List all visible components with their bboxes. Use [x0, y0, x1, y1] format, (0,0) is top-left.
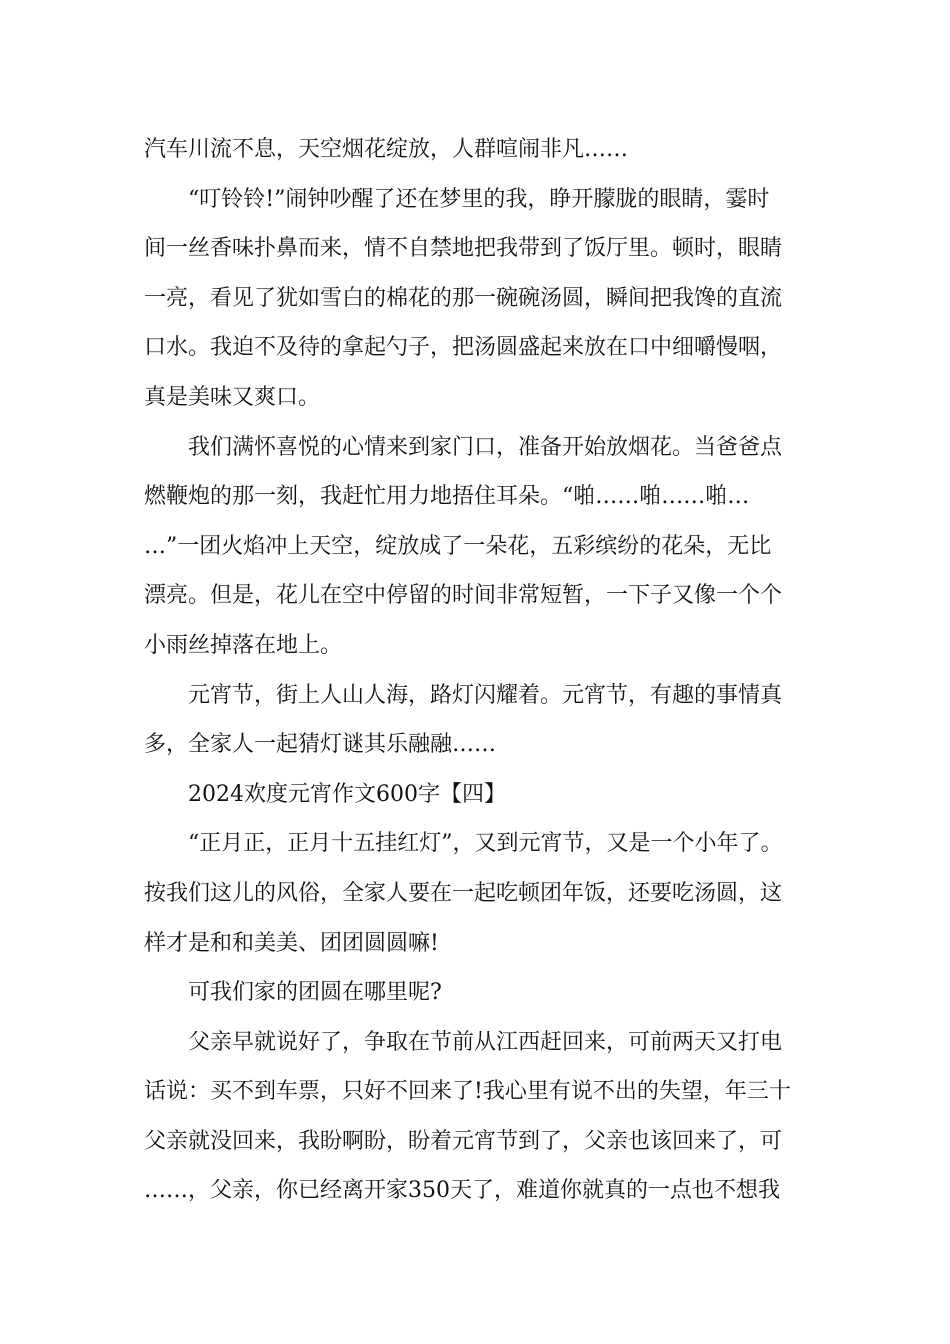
text-line-3: 间一丝香味扑鼻而来，情不自禁地把我带到了饭厅里。顿时，眼睛: [144, 236, 783, 262]
text-line-7: 我们满怀喜悦的心情来到家门口，准备开始放烟花。当爸爸点: [188, 434, 783, 460]
text-line-20: 话说：买不到车票，只好不回来了!我心里有说不出的失望，年三十: [144, 1079, 791, 1105]
text-line-1: 汽车川流不息，天空烟花绽放，人群喧闹非凡……: [144, 137, 629, 162]
text-line-22: ……，父亲，你已经离开家350天了，难道你就真的一点也不想我: [144, 1178, 780, 1204]
text-line-21: 父亲就没回来，我盼啊盼，盼着元宵节到了，父亲也该回来了，可: [144, 1128, 783, 1154]
text-line-4: 一亮，看见了犹如雪白的棉花的那一碗碗汤圆，瞬间把我馋的直流: [144, 285, 783, 311]
text-line-15: “正月正，正月十五挂红灯”，又到元宵节，又是一个小年了。: [188, 831, 783, 857]
section-heading: 2024欢度元宵作文600字【四】: [188, 781, 506, 807]
text-line-16: 按我们这儿的风俗，全家人要在一起吃顿团年饭，还要吃汤圆，这: [144, 880, 783, 906]
text-line-6: 真是美味又爽口。: [144, 384, 321, 410]
text-line-5: 口水。我迫不及待的拿起勺子，把汤圆盛起来放在口中细嚼慢咽，: [144, 335, 783, 361]
text-line-9: …”一团火焰冲上天空，绽放成了一朵花，五彩缤纷的花朵，无比: [144, 533, 772, 559]
text-line-18: 可我们家的团圆在哪里呢?: [188, 980, 442, 1006]
text-line-11: 小雨丝掉落在地上。: [144, 632, 343, 658]
text-line-10: 漂亮。但是，花儿在空中停留的时间非常短暂，一下子又像一个个: [144, 583, 783, 609]
text-line-13: 多，全家人一起猜灯谜其乐融融……: [144, 732, 497, 758]
text-line-12: 元宵节，街上人山人海，路灯闪耀着。元宵节，有趣的事情真: [188, 682, 783, 708]
text-line-8: 燃鞭炮的那一刻，我赶忙用力地捂住耳朵。“啪……啪……啪…: [144, 484, 750, 510]
text-line-17: 样才是和和美美、团团圆圆嘛!: [144, 930, 439, 956]
document-body: [144, 125, 824, 1216]
text-line-2: “叮铃铃!”闹钟吵醒了还在梦里的我，睁开朦胧的眼睛，霎时: [188, 186, 770, 212]
text-line-19: 父亲早就说好了，争取在节前从江西赶回来，可前两天又打电: [188, 1029, 783, 1055]
